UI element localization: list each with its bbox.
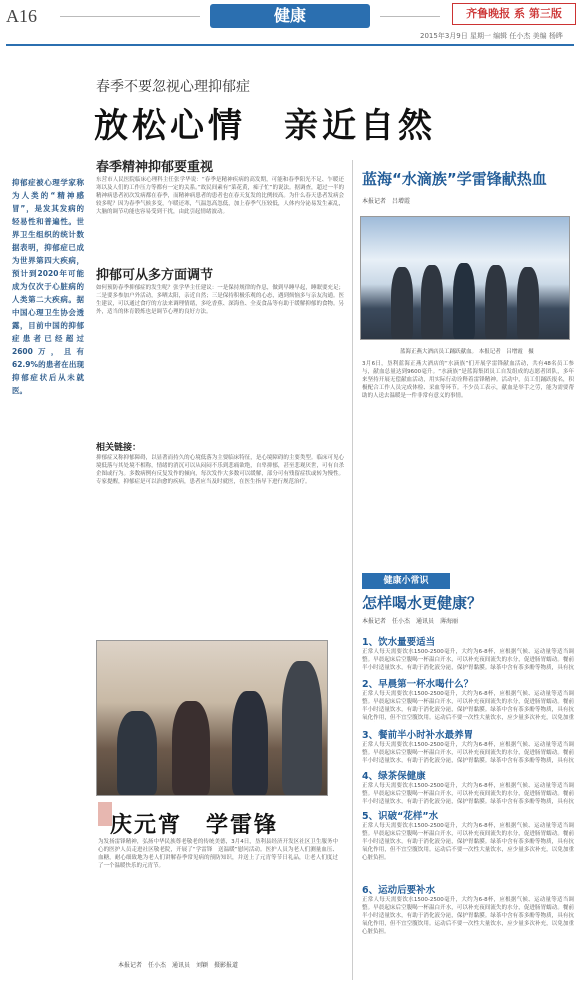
- health-tips-headline: 怎样喝水更健康？: [362, 594, 483, 612]
- tip-body: 正常人每天需要饮水1500-2500毫升，大约为6-8杯，应根据气候、运动量等适当调整。早晨起床后空腹喝一杯温白开水，可以补充夜间流失的水分，促进肠胃蠕动。餐前半小时适量饮水，有助于消化液分泌，保护胃黏膜。绿茶中含有茶多酚等物质，具有抗: [362, 649, 574, 670]
- lead-sidebar: 抑郁症被心理学家称为人类的“精神感冒”，是发其发病的轻易性和普遍性。世界卫生组织的统计数据表明，抑郁症已成为世界第四大疾病，预计到2020年可能成为仅次于心脏病的人类第二大疾病。据中国心理卫生协会透露，目前中国的抑郁症患者已经超过2600万，且有62.9%的患者在出现抑郁症状后从未就医。: [12, 178, 84, 395]
- header-rule: [6, 44, 574, 46]
- header-divider: [380, 16, 440, 17]
- tip-heading: 6、运动后要补水: [362, 885, 436, 896]
- tip-heading: 5、识破“花样”水: [362, 811, 439, 822]
- page-header: [0, 0, 580, 46]
- column-divider: [352, 160, 353, 980]
- tip-body: 正常人每天需要饮水1500-2500毫升，大约为6-8杯，应根据气候、运动量等适当调整。早晨起床后空腹喝一杯温白开水，可以补充夜间流失的水分，促进肠胃蠕动。餐前半小时适量饮水，有助于消化液分泌，保护胃黏膜。绿茶中含有茶多酚等物质，具有抗氧化作用，但不宜空腹饮用。运动后不要一次性大量饮水，应少量多次补充，以免加重: [362, 691, 574, 721]
- tip-body: 正常人每天需要饮水1500-2500毫升，大约为6-8杯，应根据气候、运动量等适当调整。早晨起床后空腹喝一杯温白开水，可以补充夜间流失的水分，促进肠胃蠕动。餐前半小时适量饮水，有助于消化液分泌，保护胃黏膜。绿茶中含有茶多酚等物质，具有抗: [362, 742, 574, 763]
- health-tips-byline: 本报记者 任小杰 通讯员 薄海丽: [362, 618, 459, 625]
- lead-paragraph-2: 如何预防春季抑郁症的发生呢？张学华主任建议：一是保持规律的作息，做到早睡早起，睡眠要充足；二是要多参加户外活动，多晒太阳，亲近自然；三是保持积极乐观的心态，遇到烦恼多与亲友沟通。医生建议，可以通过食疗的方法来调理情绪，多吃香蕉、深海鱼、全麦食品等有助于缓解抑郁的食物。另外，适当的体育锻炼也是调节心理的良好方法。: [96, 285, 344, 315]
- newspaper-logo: 齐鲁晚报 系 第三版: [452, 3, 576, 25]
- lead-subhead-2: 抑郁可从多方面调节: [96, 268, 214, 283]
- health-tips-tag: 健康小常识: [362, 573, 450, 589]
- tip-heading: 2、早晨第一杯水喝什么？: [362, 679, 474, 690]
- photo-story-body: 为发扬雷锋精神，弘扬中华民族尊老敬老的传统美德，3月4日，垦利县经济开发区社区卫生服务中心的医护人员走进社区敬老院，开展了“学雷锋 送温暖”慰问活动。医护人员为老人们测量血压、血糖，耐心细致地为老人们讲解春季常见病的预防知识，并送上了元宵等节日礼品，让老人们度过了一个温暖快乐的元宵节。: [98, 839, 338, 869]
- blood-donation-body: 3月6日，垦利蓝海正燕大酒店的“水滴族”们开展学雷锋献血活动，共有48名员工参与，献血总量达到9600毫升。“水滴族”是蓝海集团员工自发组成的志愿者团队，多年来坚持开展无偿献血活动，用实际行动诠释着雷锋精神。活动中，员工们踊跃报名，积极配合工作人员完成体检、采血等环节。不少员工表示，献血是举手之劳，能为需要帮助的人送去温暖是一件非常有意义的事情。: [362, 361, 574, 399]
- tip-body: 正常人每天需要饮水1500-2500毫升，大约为6-8杯，应根据气候、运动量等适当调整。早晨起床后空腹喝一杯温白开水，可以补充夜间流失的水分，促进肠胃蠕动。餐前半小时适量饮水，有助于消化液分泌，保护胃黏膜。绿茶中含有茶多酚等物质，具有抗氧化作用，但不宜空腹饮用。运动后不要一次性大量饮水，应少量多次补充，以免加重心脏负担。: [362, 823, 574, 861]
- tip-body: 正常人每天需要饮水1500-2500毫升，大约为6-8杯，应根据气候、运动量等适当调整。早晨起床后空腹喝一杯温白开水，可以补充夜间流失的水分，促进肠胃蠕动。餐前半小时适量饮水，有助于消化液分泌，保护胃黏膜。绿茶中含有茶多酚等物质，具有抗: [362, 783, 574, 804]
- tip-heading: 3、餐前半小时补水最养胃: [362, 730, 474, 741]
- blood-donation-photo: [360, 216, 570, 340]
- header-divider: [60, 16, 200, 17]
- lead-headline: 放松心情 亲近自然: [94, 106, 436, 146]
- section-title: 健康: [210, 4, 370, 28]
- tip-heading: 4、绿茶保健康: [362, 771, 426, 782]
- lead-kicker: 春季不要忽视心理抑郁症: [96, 79, 250, 95]
- page-number: A16: [6, 6, 37, 26]
- tip-body: 正常人每天需要饮水1500-2500毫升，大约为6-8杯，应根据气候、运动量等适当调整。早晨起床后空腹喝一杯温白开水，可以补充夜间流失的水分，促进肠胃蠕动。餐前半小时适量饮水，有助于消化液分泌，保护胃黏膜。绿茶中含有茶多酚等物质，具有抗氧化作用，但不宜空腹饮用。运动后不要一次性大量饮水，应少量多次补充，以免加重心脏负担。: [362, 897, 574, 935]
- volunteer-photo: [96, 640, 328, 796]
- photo-caption: 蓝海正燕大酒店员工踊跃献血。 本报记者 吕增霞 摄: [400, 349, 534, 355]
- blood-donation-byline: 本报记者 吕增霞: [362, 198, 411, 205]
- edition-meta: 2015年3月9日 星期一 编辑 任小杰 美编 杨晔: [420, 32, 563, 40]
- related-link-label: 相关链接：: [96, 443, 142, 453]
- related-link-body: 抑郁症又称抑郁障碍，以显著而持久的心境低落为主要临床特征，是心境障碍的主要类型。临床可见心境低落与其处境不相称，情绪的消沉可以从闷闷不乐到悲痛欲绝，自卑抑郁，甚至悲观厌世，可有自杀企图或行为。多数病例有反复发作的倾向，每次发作大多数可以缓解，部分可有残留症状或转为慢性。专家提醒，抑郁症是可以治愈的疾病，患者应当及时就医，在医生指导下进行规范治疗。: [96, 455, 344, 485]
- blood-donation-headline: 蓝海“水滴族”学雷锋献热血: [362, 170, 547, 188]
- lead-subhead-1: 春季精神抑郁要重视: [96, 160, 214, 175]
- lead-paragraph-1: 东营市人民医院临床心理科主任张学华说：“春季是精神疾病的高发期，可能和春季阳光不足、乍暖还寒以及人们的工作压力等都有一定的关系。”故民间素有“菜花黄，痴子忙”的说法。据调查，超过一半的精神病患者初次发病都在春季，而精神病患者的患者也在春天复发的比例较高。为什么春天患者发病会较多呢？因为春季气候多变，乍暖还寒，气温忽高忽低，加上春季气压较低，人体内分泌易发生紊乱，大脑的调节功能也容易受到干扰，由此引起情绪波动。: [96, 177, 344, 215]
- photo-story-byline: 本报记者 任小杰 通讯员 刘颖 摄影报道: [118, 962, 239, 969]
- photo-story-title: 庆元宵 学雷锋: [110, 812, 279, 838]
- tip-heading: 1、饮水量要适当: [362, 637, 436, 648]
